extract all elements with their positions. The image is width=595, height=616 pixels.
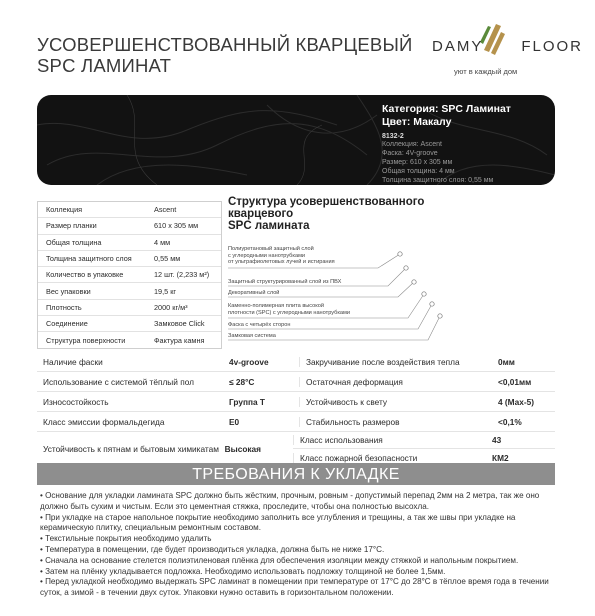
- logo-word-damy: DAMY: [432, 38, 484, 55]
- layer-text: Фаска с четырёх сторон: [228, 322, 291, 328]
- property-row: [293, 432, 555, 449]
- property-label: Класс эмиссии формальдегида: [43, 416, 165, 427]
- property-value: <0,1%: [498, 416, 522, 427]
- property-value: ≤ 28°C: [229, 376, 255, 387]
- property-row-group: [37, 432, 555, 467]
- layer-text: с углеродными нанотрубками: [228, 252, 306, 259]
- product-banner: [37, 95, 555, 185]
- property-label: Устойчивость к пятнам и бытовым химикатам: [43, 443, 219, 454]
- property-label: Остаточная деформация: [299, 377, 498, 387]
- banner-category: Категория: SPC Ламинат: [382, 103, 511, 115]
- layer-label-lock: [228, 333, 276, 340]
- requirement-item: • Сначала на основание стелется полиэтиленовая плёнка для обеспечения изоляции между стяжкой и напольным покрытием.: [40, 555, 519, 565]
- layer-text: Полиуретановый защитный слой: [228, 246, 314, 252]
- spec-row: [38, 332, 221, 347]
- layer-label-bevel: [228, 322, 290, 329]
- spec-row: [38, 283, 221, 299]
- logo-word-floor: FLOOR: [521, 38, 584, 55]
- structure-title-line: SPC ламината: [228, 220, 310, 232]
- property-value: Высокая: [224, 444, 262, 454]
- structure-title-line: кварцевого: [228, 208, 294, 220]
- layer-label-spc-core: [228, 303, 350, 316]
- layer-text: Замковая система: [228, 333, 276, 339]
- layer-label-pvc: [228, 279, 341, 286]
- spec-row: [38, 300, 221, 316]
- property-value: E0: [229, 416, 240, 427]
- requirement-item: • Затем на плёнку укладывается подложка. Необходимо использовать подложку толщиной не более 1,5мм.: [40, 566, 446, 576]
- property-value: 0мм: [498, 356, 515, 367]
- property-row: [37, 432, 293, 467]
- structure-title: [228, 196, 424, 232]
- spec-value: 4 мм: [154, 237, 171, 247]
- property-label: Износостойкость: [43, 396, 109, 407]
- requirements-list: [40, 491, 556, 599]
- requirement-item: • Перед укладкой необходимо выдержать SPC ламинат в помещении при температуре от 17°С до 28°С в тёплое время года в течении суток, а зимой - в течении двух суток. Упаковки нужно оставить в горизонтальном положении.: [40, 577, 549, 598]
- spec-table: [37, 201, 222, 349]
- property-row: [37, 352, 555, 372]
- spec-key: Толщина защитного слоя: [46, 254, 132, 264]
- title-line-2: SPC ЛАМИНАТ: [37, 55, 172, 76]
- banner-product-info: [382, 103, 511, 185]
- properties-table: [37, 352, 555, 467]
- property-row: [37, 412, 555, 432]
- banner-line: Фаска: 4V-groove: [382, 150, 438, 157]
- banner-product-code: 8132-2: [382, 133, 404, 140]
- spec-row: [38, 202, 221, 218]
- property-value: Группа Т: [229, 396, 265, 407]
- spec-value: 610 x 305 мм: [154, 221, 199, 231]
- property-label: Устойчивость к свету: [299, 397, 498, 407]
- layer-text: Защитный структурированный слой из ПВХ: [228, 279, 342, 285]
- spec-row: [38, 218, 221, 234]
- requirement-item: • При укладке на старое напольное покрытие необходимо заполнить все углубления и трещины, а так же швы при укладке на керамическую плитку, специальным ремонтным составом.: [40, 512, 516, 533]
- property-value: <0,01мм: [498, 376, 532, 387]
- layer-label-pu-coating: [228, 246, 335, 266]
- spec-key: Коллекция: [46, 205, 83, 215]
- spec-value: 19,5 кг: [154, 286, 177, 296]
- banner-color: Цвет: Макалу: [382, 116, 452, 128]
- spec-row: [38, 267, 221, 283]
- property-value: КМ2: [492, 452, 509, 463]
- logo-tagline: уют в каждый дом: [454, 67, 518, 76]
- spec-key: Размер планки: [46, 221, 97, 231]
- requirement-item: • Температура в помещении, где будет производиться укладка, должна быть не ниже 17°С.: [40, 544, 385, 554]
- property-label: Стабильность размеров: [299, 417, 498, 427]
- property-label: Закручивание после воздействия тепла: [299, 357, 498, 367]
- spec-key: Общая толщина: [46, 237, 102, 247]
- spec-value: Замковое Click: [154, 319, 205, 329]
- spec-value: Ascent: [154, 205, 177, 215]
- layer-label-decor: [228, 290, 279, 297]
- spec-row: [38, 235, 221, 251]
- spec-value: 2000 кг/м³: [154, 302, 188, 312]
- property-row: [37, 392, 555, 412]
- property-label: Использование с системой тёплый пол: [43, 376, 194, 387]
- banner-line: Коллекция: Ascent: [382, 141, 442, 148]
- property-value: 4 (Max-5): [498, 396, 534, 407]
- spec-key: Вес упаковки: [46, 286, 91, 296]
- property-right-stack: [293, 432, 555, 467]
- spec-value: 12 шт. (2,233 м²): [154, 270, 210, 280]
- property-label: Класс использования: [293, 435, 492, 445]
- logo-wordmark: [432, 38, 583, 55]
- spec-value: 0,55 мм: [154, 254, 181, 264]
- layer-text: Каменно-полимерная плита высокой: [228, 303, 325, 309]
- banner-line: Общая толщина: 4 мм: [382, 168, 455, 175]
- property-row: [37, 372, 555, 392]
- spec-row: [38, 251, 221, 267]
- layer-text: плотности (SPC) с углеродными нанотрубками: [228, 309, 350, 316]
- layer-text: Декоративный слой: [228, 290, 280, 296]
- structure-title-line: Структура усовершенствованного: [228, 196, 425, 208]
- spec-row: [38, 316, 221, 332]
- title-line-1: УСОВЕРШЕНСТВОВАННЫЙ КВАРЦЕВЫЙ: [37, 34, 413, 55]
- requirement-item: • Основание для укладки ламината SPC должно быть жёстким, прочным, ровным - допустимый перепад 2мм на 2 метра, так же оно должно быть сухим и чистым. Если это цементная стяжка, проследите, чтобы она полностью высохла.: [40, 491, 540, 511]
- property-label: Наличие фаски: [43, 356, 103, 367]
- spec-key: Соединение: [46, 319, 88, 329]
- spec-key: Плотность: [46, 302, 82, 312]
- banner-line: Размер: 610 x 305 мм: [382, 159, 453, 166]
- spec-key: Структура поверхности: [46, 335, 126, 345]
- page-title: [37, 34, 417, 76]
- property-value: 43: [492, 435, 502, 445]
- banner-line: Толщина защитного слоя: 0,55 мм: [382, 177, 494, 184]
- layer-text: от ультрафиолетовых лучей и истирания: [228, 259, 335, 266]
- property-label: Класс пожарной безопасности: [293, 453, 492, 463]
- requirement-item: • Текстильные покрытия необходимо удалить: [40, 534, 212, 544]
- brand-logo: [430, 18, 584, 80]
- layer-structure-diagram: [228, 246, 448, 346]
- spec-value: Фактура камня: [154, 335, 205, 345]
- requirements-heading: ТРЕБОВАНИЯ К УКЛАДКЕ: [37, 463, 555, 485]
- spec-key: Количество в упаковке: [46, 270, 124, 280]
- property-value: 4v-groove: [229, 356, 269, 367]
